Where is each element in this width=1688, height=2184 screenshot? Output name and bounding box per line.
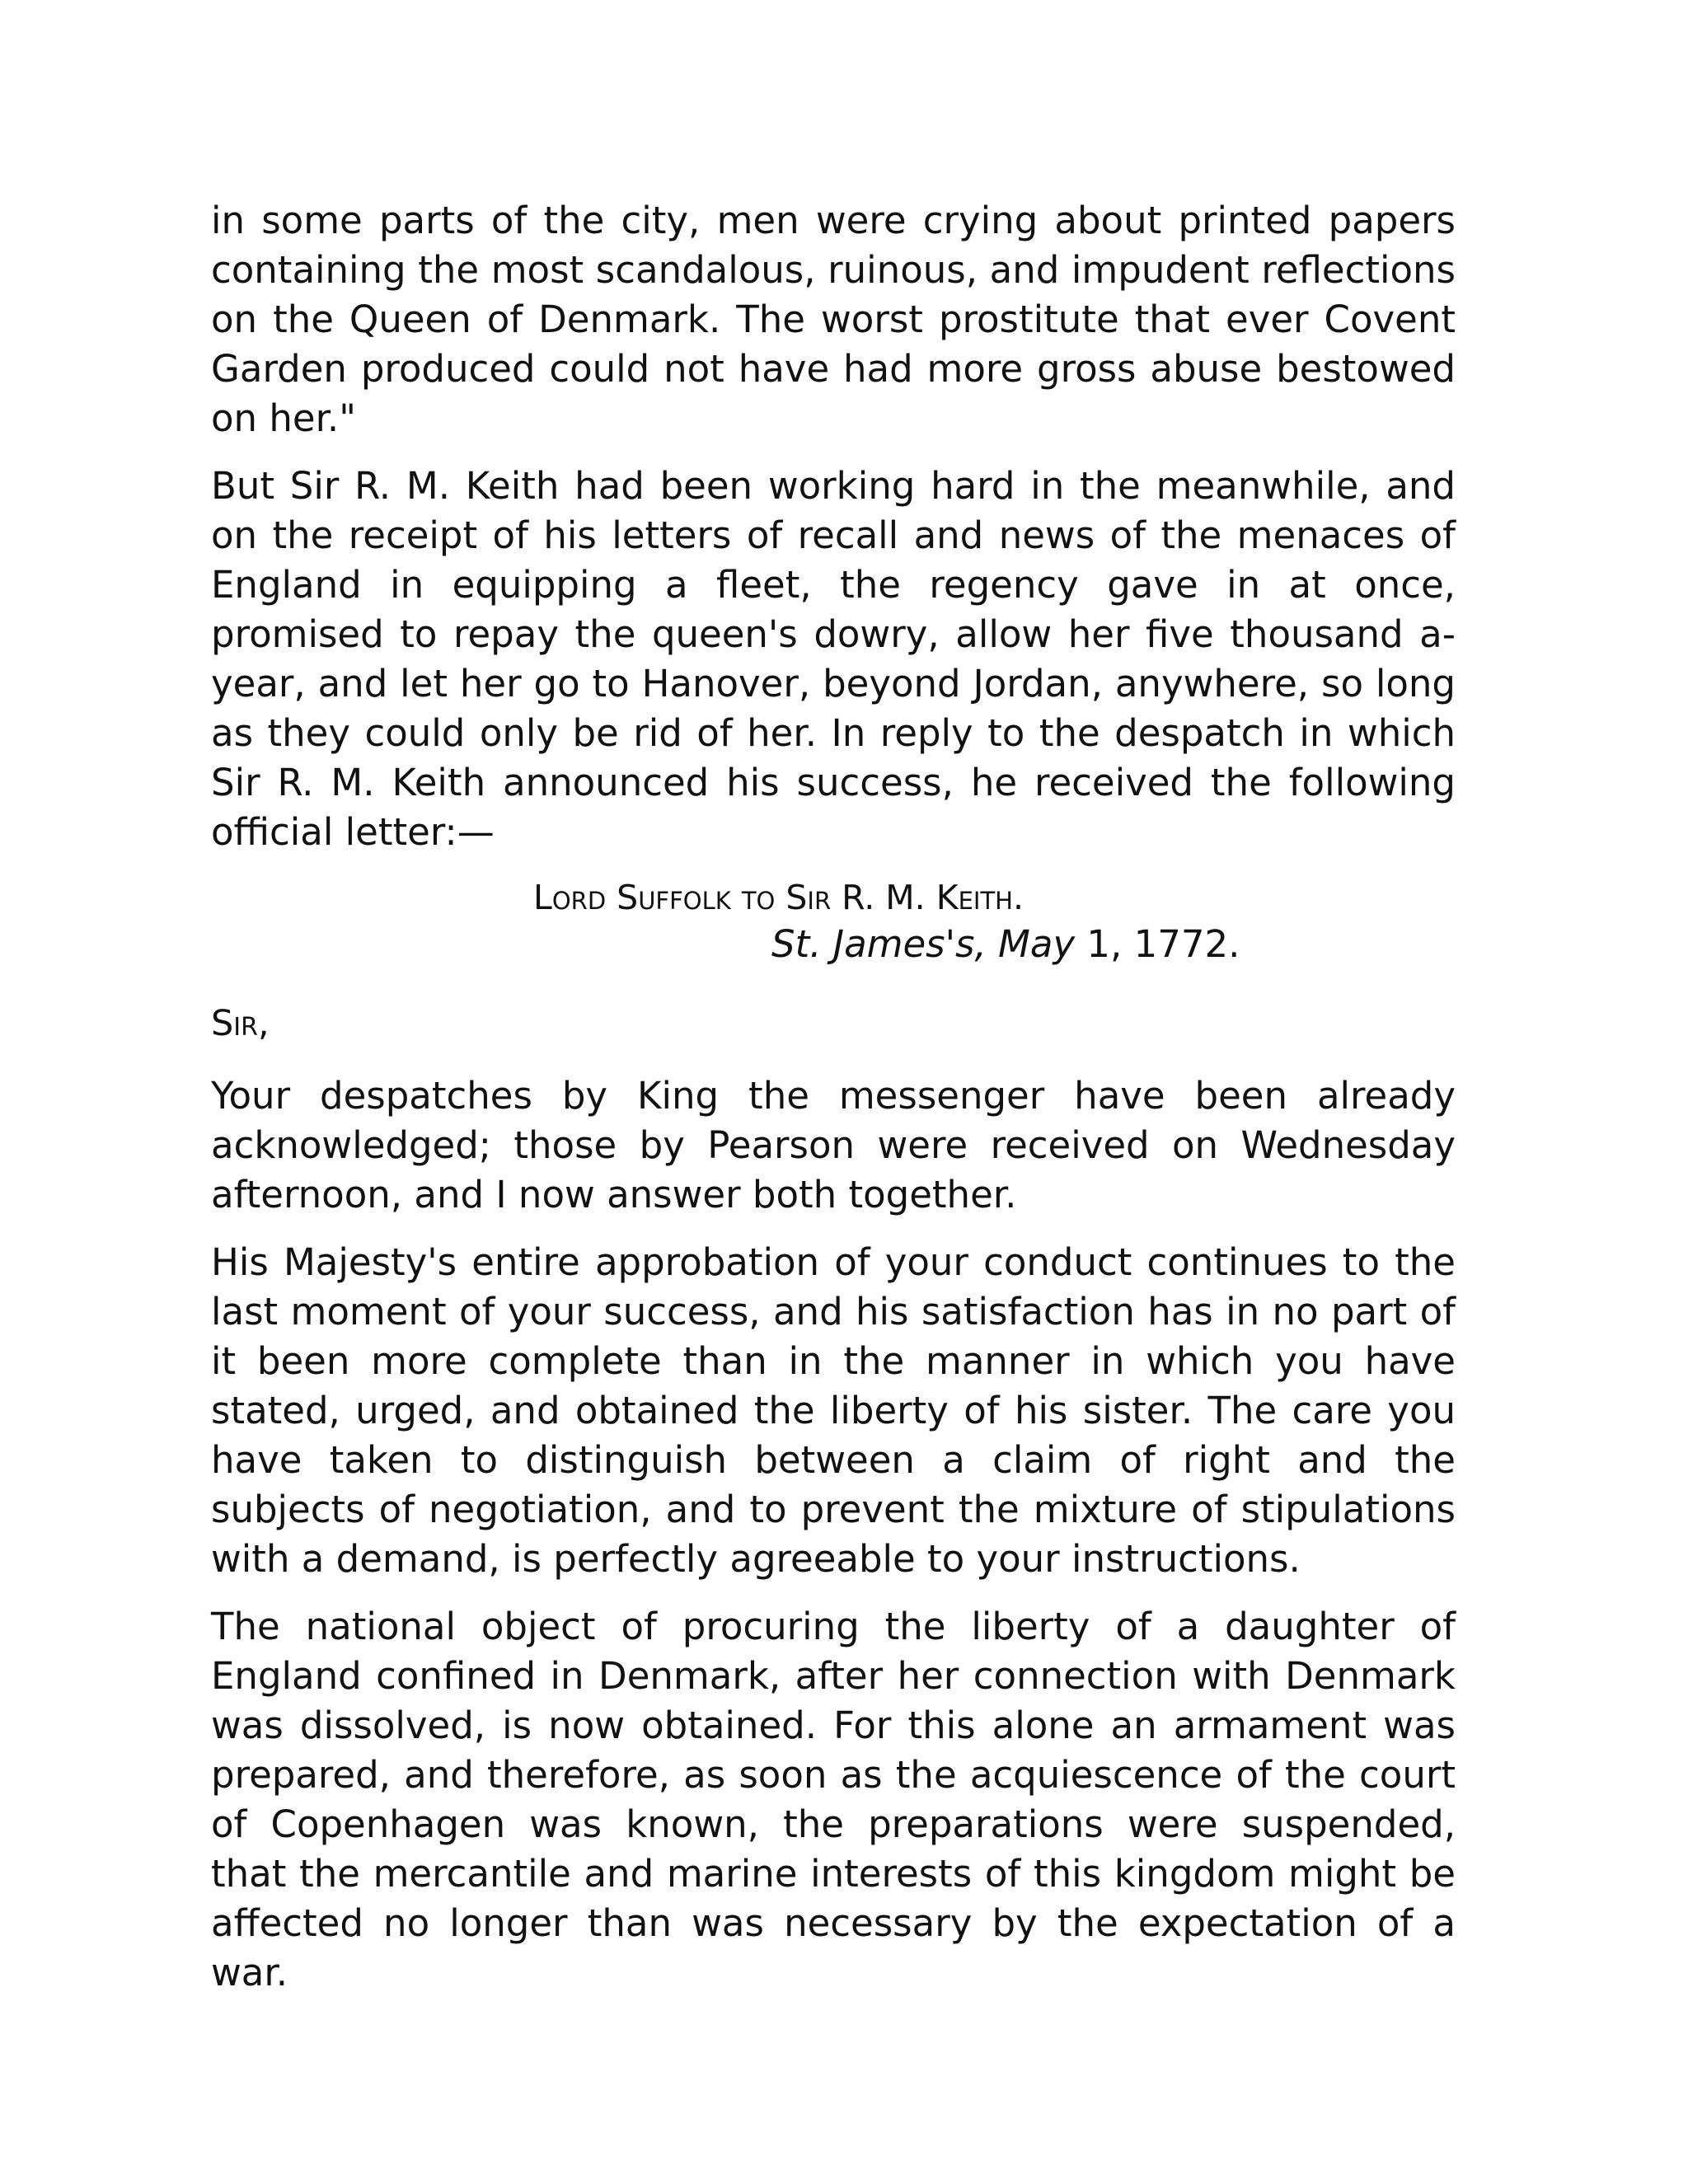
paragraph-4: His Majesty's entire approbation of your conduct continues to the last moment of your success, and his satisfaction has in no part of it been more complete than in the manner in which you have stated, urged, and obtained the liberty of his sister. The care you have taken to distinguish between a claim of right and the subjects of negotiation, and to prevent the mixture of stipulations with a demand, is perfectly agreeable to your instructions.: [211, 1240, 1456, 1581]
document-page: [211, 196, 1456, 2016]
dateline-place: St. James's, May: [771, 922, 1076, 966]
paragraph-3: Your despatches by King the messenger have been already acknowledged; those by Pearson were received on Wednesday afternoon, and I now answer both together.: [211, 1074, 1456, 1216]
letter-dateline: [771, 920, 1456, 969]
dateline-date: 1, 1772.: [1075, 922, 1240, 966]
paragraph-2: But Sir R. M. Keith had been working hard in the meanwhile, and on the receipt of his letters of recall and news of the menaces of England in equipping a fleet, the regency gave in at once, promised to repay the queen's dowry, allow her five thousand a-year, and let her go to Hanover, beyond Jordan, anywhere, so long as they could only be rid of her. In reply to the despatch in which Sir R. M. Keith announced his success, he received the following official letter:—: [211, 464, 1456, 854]
letter-heading: Lord Suffolk to Sir R. M. Keith.: [533, 878, 1025, 917]
letter-salutation: Sir,: [211, 1003, 270, 1044]
paragraph-1: in some parts of the city, men were crying about printed papers containing the most scandalous, ruinous, and impudent reflections on the Queen of Denmark. The worst prostitute that ever Covent Garden produced could not have had more gross abuse bestowed on her.": [211, 199, 1456, 440]
paragraph-5: The national object of procuring the liberty of a daughter of England confined in Denmark, after her connection with Denmark was dissolved, is now obtained. For this alone an armament was prepared, and therefore, as soon as the acquiescence of the court of Copenhagen was known, the preparations were suspended, that the mercantile and marine interests of this kingdom might be affected no longer than was necessary by the expectation of a war.: [211, 1605, 1456, 1994]
